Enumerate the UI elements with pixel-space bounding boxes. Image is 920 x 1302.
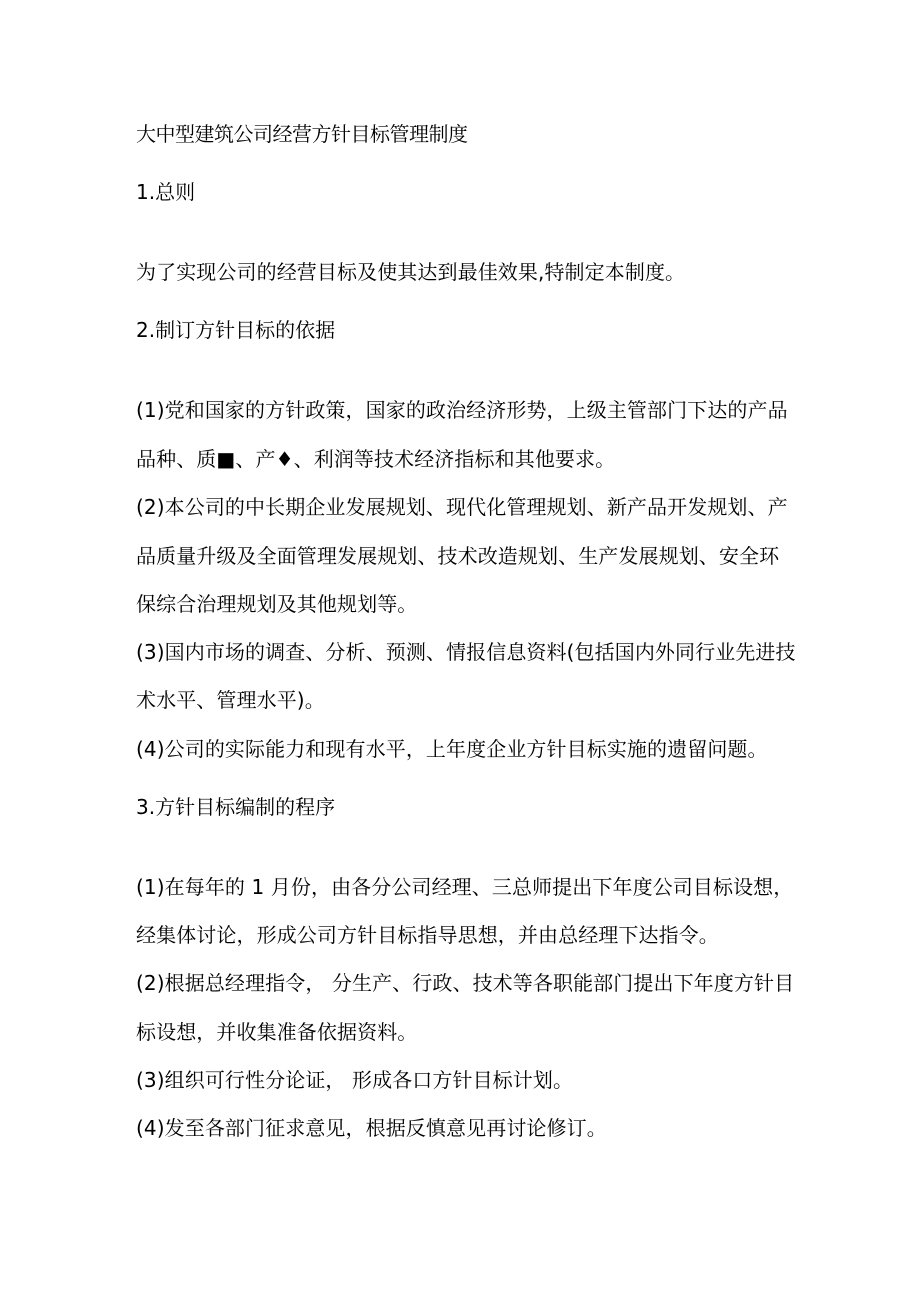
section-3-item-1-line-2: 经集体讨论，形成公司方针目标指导思想，并由总经理下达指令。 (136, 923, 719, 947)
section-2-item-1-line-2: 品种、质■、产♦、利润等技术经济指标和其他要求。 (136, 447, 616, 471)
section-2-item-2-line-2: 品质量升级及全面管理发展规划、技术改造规划、生产发展规划、安全环 (136, 544, 780, 568)
section-2-item-3-line-2: 术水平、管理水平)。 (136, 688, 325, 712)
section-3-item-2-line-1: (2)根据总经理指令， 分生产、行政、技术等各职能部门提出下年度方针目 (136, 971, 795, 995)
section-3-item-2-line-2: 标设想，并收集准备依据资料。 (136, 1020, 418, 1044)
section-3-item-4-line-1: (4)发至各部门征求意见，根据反慎意见再讨论修订。 (136, 1116, 607, 1140)
section-2-item-2-line-1: (2)本公司的中长期企业发展规划、现代化管理规划、新产品开发规划、产 (136, 495, 788, 519)
section-1-paragraph: 为了实现公司的经营目标及使其达到最佳效果,特制定本制度。 (136, 260, 686, 284)
section-1-heading: 1.总则 (136, 180, 196, 204)
section-2-item-4-line-1: (4)公司的实际能力和现有水平，上年度企业方针目标实施的遗留问题。 (136, 737, 768, 761)
section-3-item-3-line-1: (3)组织可行性分论证， 形成各口方针目标计划。 (136, 1068, 574, 1092)
section-2-heading: 2.制订方针目标的依据 (136, 318, 336, 342)
document-title: 大中型建筑公司经营方针目标管理制度 (136, 122, 468, 146)
section-2-item-1-line-1: (1)党和国家的方针政策，国家的政治经济形势，上级主管部门下达的产品 (136, 398, 788, 422)
section-2-item-3-line-1: (3)国内市场的调查、分析、预测、情报信息资料(包括国内外同行业先进技 (136, 640, 796, 664)
section-2-item-2-line-3: 保综合治理规划及其他规划等。 (136, 592, 418, 616)
section-3-heading: 3.方针目标编制的程序 (136, 795, 336, 819)
section-3-item-1-line-1: (1)在每年的 1 月份，由各分公司经理、三总师提出下年度公司目标设想， (136, 875, 794, 899)
